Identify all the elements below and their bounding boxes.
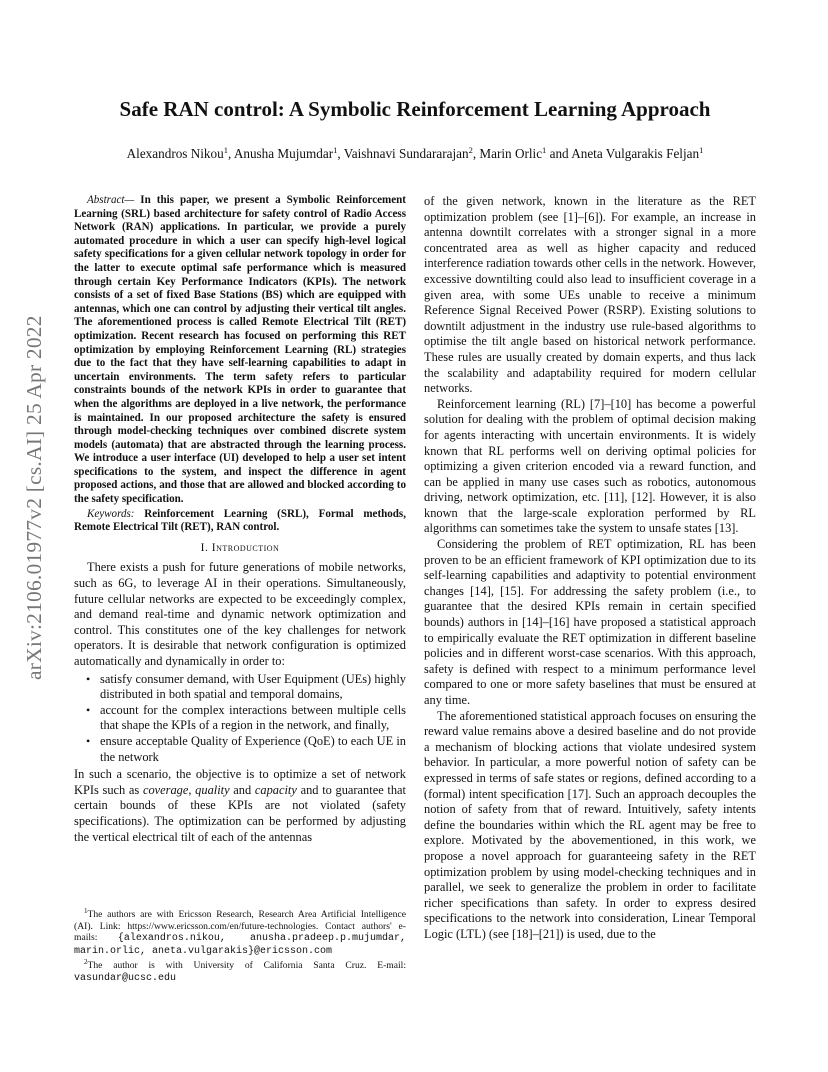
list-item xyxy=(86,702,406,734)
emphasis: capacity xyxy=(254,782,297,797)
footnote-1 xyxy=(74,906,406,957)
author-affiliation-mark: 1 xyxy=(542,145,547,155)
keywords xyxy=(74,508,406,535)
right-column xyxy=(424,194,756,943)
bullet-icon: • xyxy=(86,702,91,717)
author-list xyxy=(50,141,780,163)
footnote-text: The author is with University of California Santa Cruz. E-mail: xyxy=(87,960,406,972)
right-paragraph-3: Considering the problem of RET optimization, RL has been proven to be an efficient framework of KPI optimization due to its self-learning capabilities and adaptivity to potential environment changes [14], [15]. For addressing the safety problem (i.e., to guarantee that the desired KPIs remain in certain specified bounds) authors in [14]–[16] have proposed a statistical approach to empirically evaluate the RET optimization in different baseline policies and in different worst-case scenarios. With this approach, safety is defined with respect to a minimum performance level compared to one or more safety baselines that must be ensured at any time. xyxy=(424,537,756,707)
list-item xyxy=(86,733,406,765)
author-name: Aneta Vulgarakis Feljan xyxy=(571,146,700,161)
abstract-label: Abstract— xyxy=(87,194,135,206)
author-name: Anusha Mujumdar xyxy=(233,146,334,161)
bullet-icon: • xyxy=(86,671,91,686)
footnote-mark: 1 xyxy=(84,907,88,915)
author-affiliation-mark: 1 xyxy=(333,145,338,155)
author-separator: , xyxy=(227,146,234,161)
intro-paragraph-1: There exists a push for future generations of mobile networks, such as 6G, to leverage AI in their operations. Simultaneously, future cellular networks are expected to be exceedingly complex, and demand real-time and dynamic network optimization and control. This constitutes one of the key challenges for network operators. It is desirable that network configuration is optimized automatically and dynamically in order to: xyxy=(74,560,406,668)
list-item xyxy=(86,671,406,703)
list-item-text: satisfy consumer demand, with User Equipment (UEs) highly distributed in both spatial and temporal domains, xyxy=(100,671,406,702)
emphasis: coverage xyxy=(142,782,189,797)
right-paragraph-1: of the given network, known in the literature as the RET optimization problem (see [1]–[6]). For example, an increase in antenna downtilt correlates with a stronger signal in a more concentrated area as well as higher capacity and reduced interference radiation towards other cells in the network. However, excessive downtilting could also lead to insufficient coverage in a given area, with some UEs unable to receive a minimum Reference Signal Received Power (RSRP). Existing solutions to downtilt adjustment in the industry use rule-based algorithms to optimise the tilt angle based on historical network performance. These rules are usually created by domain experts, and thus lack the scalability and adaptability required for modern cellular networks. xyxy=(424,194,756,396)
bullet-list xyxy=(74,672,406,766)
footnote-text: The authors are with Ericsson Research, Research Area Artificial Intelligence (AI). Link: https://www.ericsson.com/en/future-technologies. Contact authors' e-mails: xyxy=(74,909,406,944)
right-paragraph-2: Reinforcement learning (RL) [7]–[10] has become a powerful solution for dealing with the problem of optimal decision making for agents interacting with uncertain environments. It is widely known that RL performs well on deriving optimal policies for optimizing a given criterion encoded via a reward function, and can be applied in many use cases such as robotics, autonomous driving, network optimization, etc. [11], [12]. However, it is also known that the large-scale exploration performed by RL algorithms can sometimes take the system to unsafe states [13]. xyxy=(424,396,756,536)
keywords-text: Reinforcement Learning (SRL), Formal methods, Remote Electrical Tilt (RET), RAN control. xyxy=(74,507,406,534)
text-run: , xyxy=(188,782,196,797)
author-affiliation-mark: 1 xyxy=(223,145,228,155)
footnotes xyxy=(74,906,406,985)
right-paragraph-4: The aforementioned statistical approach focuses on ensuring the reward value remains above a desired baseline and do not provide a mechanism of blocking actions that violate undesired system behavior. In particular, a more powerful notion of safety can be expressed in terms of safe states or regions, defined according to a (formal) intent specification [17]. Such an approach decouples the notion of safety from that of reward. Intuitively, safety intents define the boundaries within which the RL agent may be free to explore. Motivated by the abovementioned, in this work, we propose a novel approach for guaranteeing safety in the RET optimization problem by using model-checking techniques and in parallel, we seek to generalize the problem in order to facilitate richer specifications than safety. In order to express desired specifications to the network into consideration, Linear Temporal Logic (LTL) (see [18]–[21]) is used, due to the xyxy=(424,708,756,941)
text-run: In such a scenario, the objective is to optimize a set of network KPIs such as xyxy=(74,767,406,797)
text-run: and to guarantee that certain bounds of these KPIs are not violated (safety specifications). The optimization can be performed by adjusting the vertical electrical tilt of each of the antennas xyxy=(74,782,406,844)
emphasis: quality xyxy=(195,782,230,797)
abstract xyxy=(74,194,406,507)
author-affiliation-mark: 2 xyxy=(468,145,473,155)
author-separator: , xyxy=(337,146,344,161)
author-separator: , xyxy=(472,146,480,161)
section-heading-introduction: I. Introduction xyxy=(200,541,280,554)
footnote-2 xyxy=(74,957,406,984)
left-column xyxy=(74,194,406,845)
author-affiliation-mark: 1 xyxy=(699,145,704,155)
author-name: Marin Orlic xyxy=(479,146,543,161)
intro-paragraph-2 xyxy=(74,767,406,845)
abstract-text: In this paper, we present a Symbolic Reinforcement Learning (SRL) based architecture for safety control of Radio Access Network (RAN) applications. In particular, we provide a purely automated procedure in which a user can specify high-level logical safety specifications for a given cellular network topology in order for the latter to execute optimal safe performance which is measured through certain Key Performance Indicators (KPIs). The network consists of a set of fixed Base Stations (BS) which are equipped with antennas, which one can control by adjusting their vertical tilt angles. The aforementioned process is called Remote Electrical Tilt (RET) optimization. Recent research has focused on performing this RET optimization by employing Reinforcement Learning (RL) strategies due to the fact that they have self-learning capabilities to adapt in uncertain environments. The term safety refers to particular constraints bounds of the network KPIs in order to guarantee that when the algorithms are deployed in a live network, the performance is maintained. In our proposed architecture the safety is ensured through model-checking techniques over combined discrete system models (automata) that are abstracted through the learning process. We introduce a user interface (UI) developed to help a user set intent specifications to the system, and inspect the difference in agent proposed actions, and those that are allowed and blocked according to the safety specification. xyxy=(74,194,406,506)
author-separator: and xyxy=(546,146,572,161)
bullet-icon: • xyxy=(86,733,91,748)
text-run: and xyxy=(229,782,255,797)
list-item-text: account for the complex interactions between multiple cells that shape the KPIs of a region in the network, and finally, xyxy=(100,702,406,733)
paper-title: Safe RAN control: A Symbolic Reinforcement Learning Approach xyxy=(119,97,711,121)
footnote-emails: {alexandros.nikou, anusha.pradeep.p.mujumdar, marin.orlic, aneta.vulgarakis}@ericsson.com xyxy=(74,933,406,957)
footnote-email: vasundar@ucsc.edu xyxy=(74,972,177,984)
author-name: Vaishnavi Sundararajan xyxy=(343,146,469,161)
footnote-mark: 2 xyxy=(84,958,88,967)
author-name: Alexandros Nikou xyxy=(126,146,224,161)
arxiv-identifier: arXiv:2106.01977v2 [cs.AI] 25 Apr 2022 xyxy=(22,315,46,680)
list-item-text: ensure acceptable Quality of Experience (QoE) to each UE in the network xyxy=(100,733,406,764)
keywords-label: Keywords: xyxy=(87,507,135,520)
